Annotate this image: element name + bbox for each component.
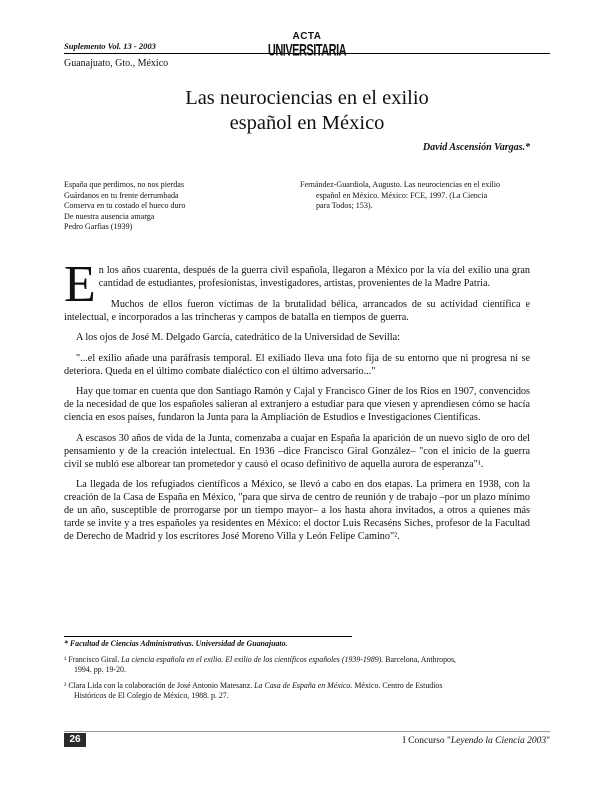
footnotes xyxy=(64,639,530,707)
reference-line: Fernández-Guardiola, Augusto. Las neurociencias en el exilio xyxy=(300,180,501,189)
title-line2: español en México xyxy=(229,112,385,134)
footnote-title: La ciencia española en el exilio. El exilio de los científicos españoles (1939-1989). xyxy=(121,654,384,664)
epigraph-line: Guárdanos en tu frente derrumbada xyxy=(64,190,179,200)
footnote-2 xyxy=(64,681,530,702)
paragraph-text: n los años cuarenta, después de la guerra civil española, llegaron a México por la vía del exilio una gran cantidad de estudiantes, profesionistas, investigadores, artistas, provenientes de la Madre Patria. xyxy=(98,265,530,289)
paragraph: A los ojos de José M. Delgado García, catedrático de la Universidad de Sevilla: xyxy=(76,332,400,343)
epigraph-author: Pedro Garfias (1939) xyxy=(64,222,133,232)
contest-label xyxy=(300,736,550,746)
reference xyxy=(300,180,532,212)
footnote-text: Históricos de El Colegio de México, 1988. p. 27. xyxy=(74,691,229,701)
epigraph-line: De nuestra ausencia amarga xyxy=(64,211,155,221)
reference-line: para Todos; 153). xyxy=(316,201,373,211)
contest-text: I Concurso " xyxy=(402,736,451,746)
reference-line: español en México. México: FCE, 1997. (La Ciencia xyxy=(316,190,488,200)
contest-title: Leyendo la Ciencia 2003 xyxy=(450,736,547,746)
footnote-text: México. Centro de Estudios xyxy=(352,680,443,690)
affiliation-note: * Facultad de Ciencias Administrativas. Universidad de Guanajuato. xyxy=(64,639,288,648)
epigraph-line: Conserva en tu costado el hueco duro xyxy=(64,201,186,211)
article-body xyxy=(64,256,530,551)
footnote-text: ² Clara Lida con la colaboración de José Antonio Matesanz. xyxy=(64,680,255,690)
footnote-text: Barcelona, Anthropos, xyxy=(383,654,457,664)
supplement-label: Suplemento Vol. 13 - 2003 xyxy=(64,41,156,51)
paragraph: Hay que tomar en cuenta que don Santiago Ramón y Cajal y Francisco Giner de los Ríos en 1907, convencidos de la necesidad de que los españoles salieran al extranjero a estudiar para que viesen y aprendiesen cómo se hacía ciencia en esos países, fundaron la Junta para la Ampliación de Estudios e Investigaciones Científicas. xyxy=(64,386,530,423)
article-title xyxy=(64,86,550,136)
epigraph xyxy=(64,180,274,233)
footnote-1 xyxy=(64,655,530,676)
contest-text: " xyxy=(546,736,550,746)
logo-line2: UNIVERSITARIA xyxy=(267,41,347,60)
acta-universitaria-logo xyxy=(262,32,352,68)
paragraph: A escasos 30 años de vida de la Junta, comenzaba a cuajar en España la aparición de un nuevo siglo de oro del pensamiento y de la creación intelectual. En 1936 –dice Francisco Giral González– "con el inicio de la guerra civil se nubló ese alborear tan prometedor y causó el ocaso definitivo de aquella aurora de esperanza"¹. xyxy=(64,432,530,470)
footnote-title: La Casa de España en México. xyxy=(254,680,353,690)
footnote-text: ¹ Francisco Giral. xyxy=(64,654,122,664)
drop-cap: E xyxy=(64,256,96,313)
page-number: 26 xyxy=(64,733,86,747)
logo-line1: ACTA xyxy=(292,31,322,42)
title-line1: Las neurociencias en el exilio xyxy=(185,87,429,109)
paragraph: La llegada de los refugiados científicos a México, se llevó a cabo en dos etapas. La primera en 1938, con la creación de la Casa de España en México, "para que sirva de centro de reunión y de trabajo –por un plazo mínimo de un año, susceptible de prorrogarse por un tiempo mayor– a los hasta ahora invitados, a otros a quienes más tarde se invite y a tres españoles ya residentes en México: el doctor Luis Recaséns Siches, profesor de la Facultad de Derecho de Madrid y los escritores José Moreno Villa y León Felipe Camino"². xyxy=(64,479,530,542)
footnote-text: 1994. pp. 19-20. xyxy=(74,665,126,675)
epigraph-line: España que perdimos, no nos pierdas xyxy=(64,180,185,189)
place-label: Guanajuato, Gto., México xyxy=(64,58,169,69)
footer-rule xyxy=(64,731,550,732)
footnote-rule xyxy=(64,636,352,637)
paragraph: Muchos de ellos fueron víctimas de la brutalidad bélica, arrancados de su actividad científica e intelectual, e incorporados a las trincheras y campos de batalla en tiempos de guerra. xyxy=(64,298,530,323)
author: David Ascensión Vargas.* xyxy=(422,142,530,153)
quote-paragraph: "...el exilio añade una paráfrasis temporal. El exiliado lleva una foto fija de su entorno que ni progresa ni se deteriora. Queda en el último combate dialéctico con el último adversario..." xyxy=(64,352,530,377)
